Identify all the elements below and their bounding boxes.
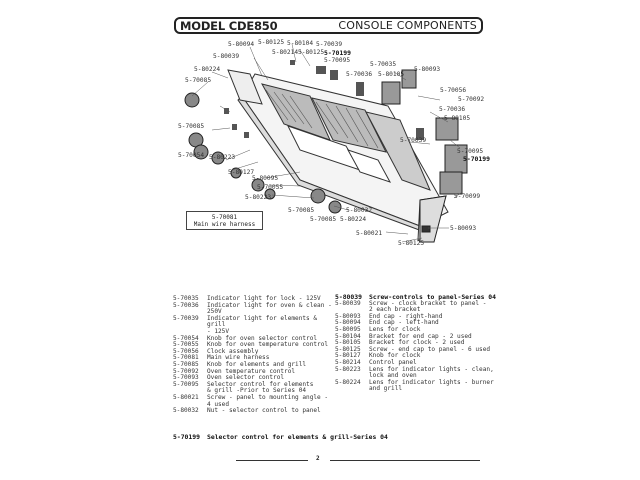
callout-label: 5-80093 — [450, 225, 477, 232]
callout-label: 5-70039 — [400, 137, 427, 144]
harness-number: 5-70081 — [211, 214, 238, 221]
callout-label: 5-80127 — [228, 169, 255, 176]
part-number: 5-80093 — [335, 312, 361, 320]
parts-rows — [335, 301, 501, 393]
callout-label: 5-80224 — [340, 216, 367, 223]
part-number: 5-70055 — [173, 341, 199, 349]
callout-label: 5-80032 — [346, 207, 373, 214]
callout-label: 5-70099 — [454, 193, 481, 200]
callout-label: 5-80095 — [252, 175, 279, 182]
part-description: Knob for elements and grill — [207, 360, 307, 368]
callout-label: 5-70199 — [324, 49, 351, 57]
callout-label: 5-80125 — [258, 39, 285, 46]
part-number: 5-80105 — [335, 339, 361, 347]
callout-label: 5-80039 — [213, 53, 240, 60]
callout-label: 5-80223 — [209, 154, 236, 161]
callout-label: 5-70092 — [458, 96, 485, 103]
callout-label: 5-70036 — [346, 71, 373, 78]
callout-label: 5-80224 — [194, 66, 221, 73]
part-number: 5-80032 — [173, 407, 199, 415]
part-description: Screw - clock bracket to panel - 2 each bracket — [369, 299, 487, 314]
part-number: 5-80127 — [335, 352, 361, 360]
callout-label: 5-80214 — [272, 49, 299, 56]
part-number: 5-80214 — [335, 358, 361, 366]
part-number: 5-80039 — [335, 299, 361, 307]
callout-label: 5-70085 — [178, 123, 205, 130]
callout-label: 5-70056 — [440, 87, 467, 94]
harness-label: Main wire harness — [193, 221, 256, 228]
callout-label: 5-70085 — [185, 77, 212, 84]
parts-row — [335, 301, 501, 314]
part-description: Knob for oven temperature control — [207, 341, 329, 349]
part-description: Oven selector control — [207, 374, 285, 382]
part-number: 5-80039 — [335, 293, 362, 301]
callout-label: 5-80125 — [298, 49, 325, 56]
callout-label: 5-70055 — [257, 184, 284, 191]
part-number: 5-80095 — [335, 325, 361, 333]
part-description: Lens for indicator lights - burner and grill — [369, 378, 494, 393]
part-number: 5-70054 — [173, 334, 199, 342]
callout-label: 5-80105 — [444, 115, 471, 122]
part-number: 5-70035 — [173, 295, 199, 302]
part-description: Screw-controls to panel-Series 04 — [369, 293, 496, 301]
callout-label: 5-80223 — [245, 194, 272, 201]
part-description: End cap - left-hand — [369, 319, 439, 327]
part-number: 5-70095 — [173, 380, 199, 388]
part-description: Knob for clock — [369, 352, 421, 360]
callout-label: 5-70095 — [324, 57, 351, 64]
part-description: End cap - right-hand — [369, 312, 443, 320]
part-description: Lens for indicator lights - clean, lock and oven — [369, 365, 494, 380]
callout-label: 5-80094 — [228, 41, 255, 48]
parts-list-right — [335, 294, 501, 393]
part-description: Indicator light for lock - 125V — [207, 295, 321, 302]
part-description: Oven temperature control — [207, 367, 296, 375]
part-description: Bracket for end cap - 2 used — [369, 332, 472, 340]
part-number: 5-70036 — [173, 301, 199, 309]
part-description: Selector control for elements & grill -Prior to Series 04 — [207, 380, 314, 395]
parts-list-left — [173, 296, 339, 415]
harness-label-box — [186, 211, 263, 230]
callout-label: 5-70095 — [457, 148, 484, 155]
callout-label: 5-80104 — [287, 40, 314, 47]
part-description: Screw - panel to mounting angle - 4 used — [207, 393, 329, 408]
part-description: Knob for oven selector control — [207, 334, 318, 342]
part-number: 5-70081 — [173, 354, 199, 362]
callout-label: 5-70039 — [316, 41, 343, 48]
part-number: 5-70093 — [173, 374, 199, 382]
callout-label: 5-80125 — [398, 240, 425, 247]
part-number: 5-70199 — [173, 433, 200, 441]
part-number: 5-80104 — [335, 332, 361, 340]
model-title: MODEL CDE850 — [180, 19, 278, 33]
page-number: 2 — [316, 455, 320, 462]
part-description: Indicator light for oven & clean - 250V — [207, 301, 332, 316]
parts-row — [173, 303, 339, 316]
parts-row — [173, 408, 339, 415]
footer-part-row — [173, 433, 388, 441]
parts-row — [335, 380, 501, 393]
callout-label: 5-70085 — [288, 207, 315, 214]
part-description: Lens for clock — [369, 325, 421, 333]
part-number: 5-80125 — [335, 345, 361, 353]
part-description: Screw - end cap to panel - 6 used — [369, 345, 491, 353]
part-description: Bracket for clock - 2 used — [369, 339, 465, 347]
part-description: Control panel — [369, 358, 417, 366]
part-number: 5-80021 — [173, 393, 199, 401]
part-number: 5-80094 — [335, 319, 361, 327]
part-number: 5-70039 — [173, 314, 199, 322]
callout-label: 5-70199 — [463, 155, 490, 163]
section-title: CONSOLE COMPONENTS — [338, 19, 477, 32]
part-description: Selector control for elements & grill-Series 04 — [207, 433, 388, 441]
footer-rule-left — [236, 460, 308, 461]
part-number: 5-70092 — [173, 367, 199, 375]
footer-rule-right — [330, 460, 480, 461]
part-number: 5-80223 — [335, 365, 361, 373]
part-number: 5-70085 — [173, 360, 199, 368]
callout-label: 5-70035 — [370, 61, 397, 68]
part-description: Nut - selector control to panel — [207, 407, 321, 415]
callout-label: 5-70036 — [439, 106, 466, 113]
parts-row — [173, 316, 339, 336]
part-description: Clock assembly — [207, 347, 259, 355]
callout-label: 5-80021 — [356, 230, 383, 237]
parts-row — [335, 367, 501, 380]
callout-label: 5-70054 — [178, 152, 205, 159]
callout-label: 5-80105 — [378, 71, 405, 78]
part-description: Indicator light for elements & grill - 125V — [207, 314, 318, 335]
callout-label: 5-70085 — [310, 216, 337, 223]
part-number: 5-80224 — [335, 378, 361, 386]
part-number: 5-70056 — [173, 347, 199, 355]
callout-label: 5-80093 — [414, 66, 441, 73]
part-description: Main wire harness — [207, 354, 270, 362]
parts-row — [173, 382, 339, 395]
